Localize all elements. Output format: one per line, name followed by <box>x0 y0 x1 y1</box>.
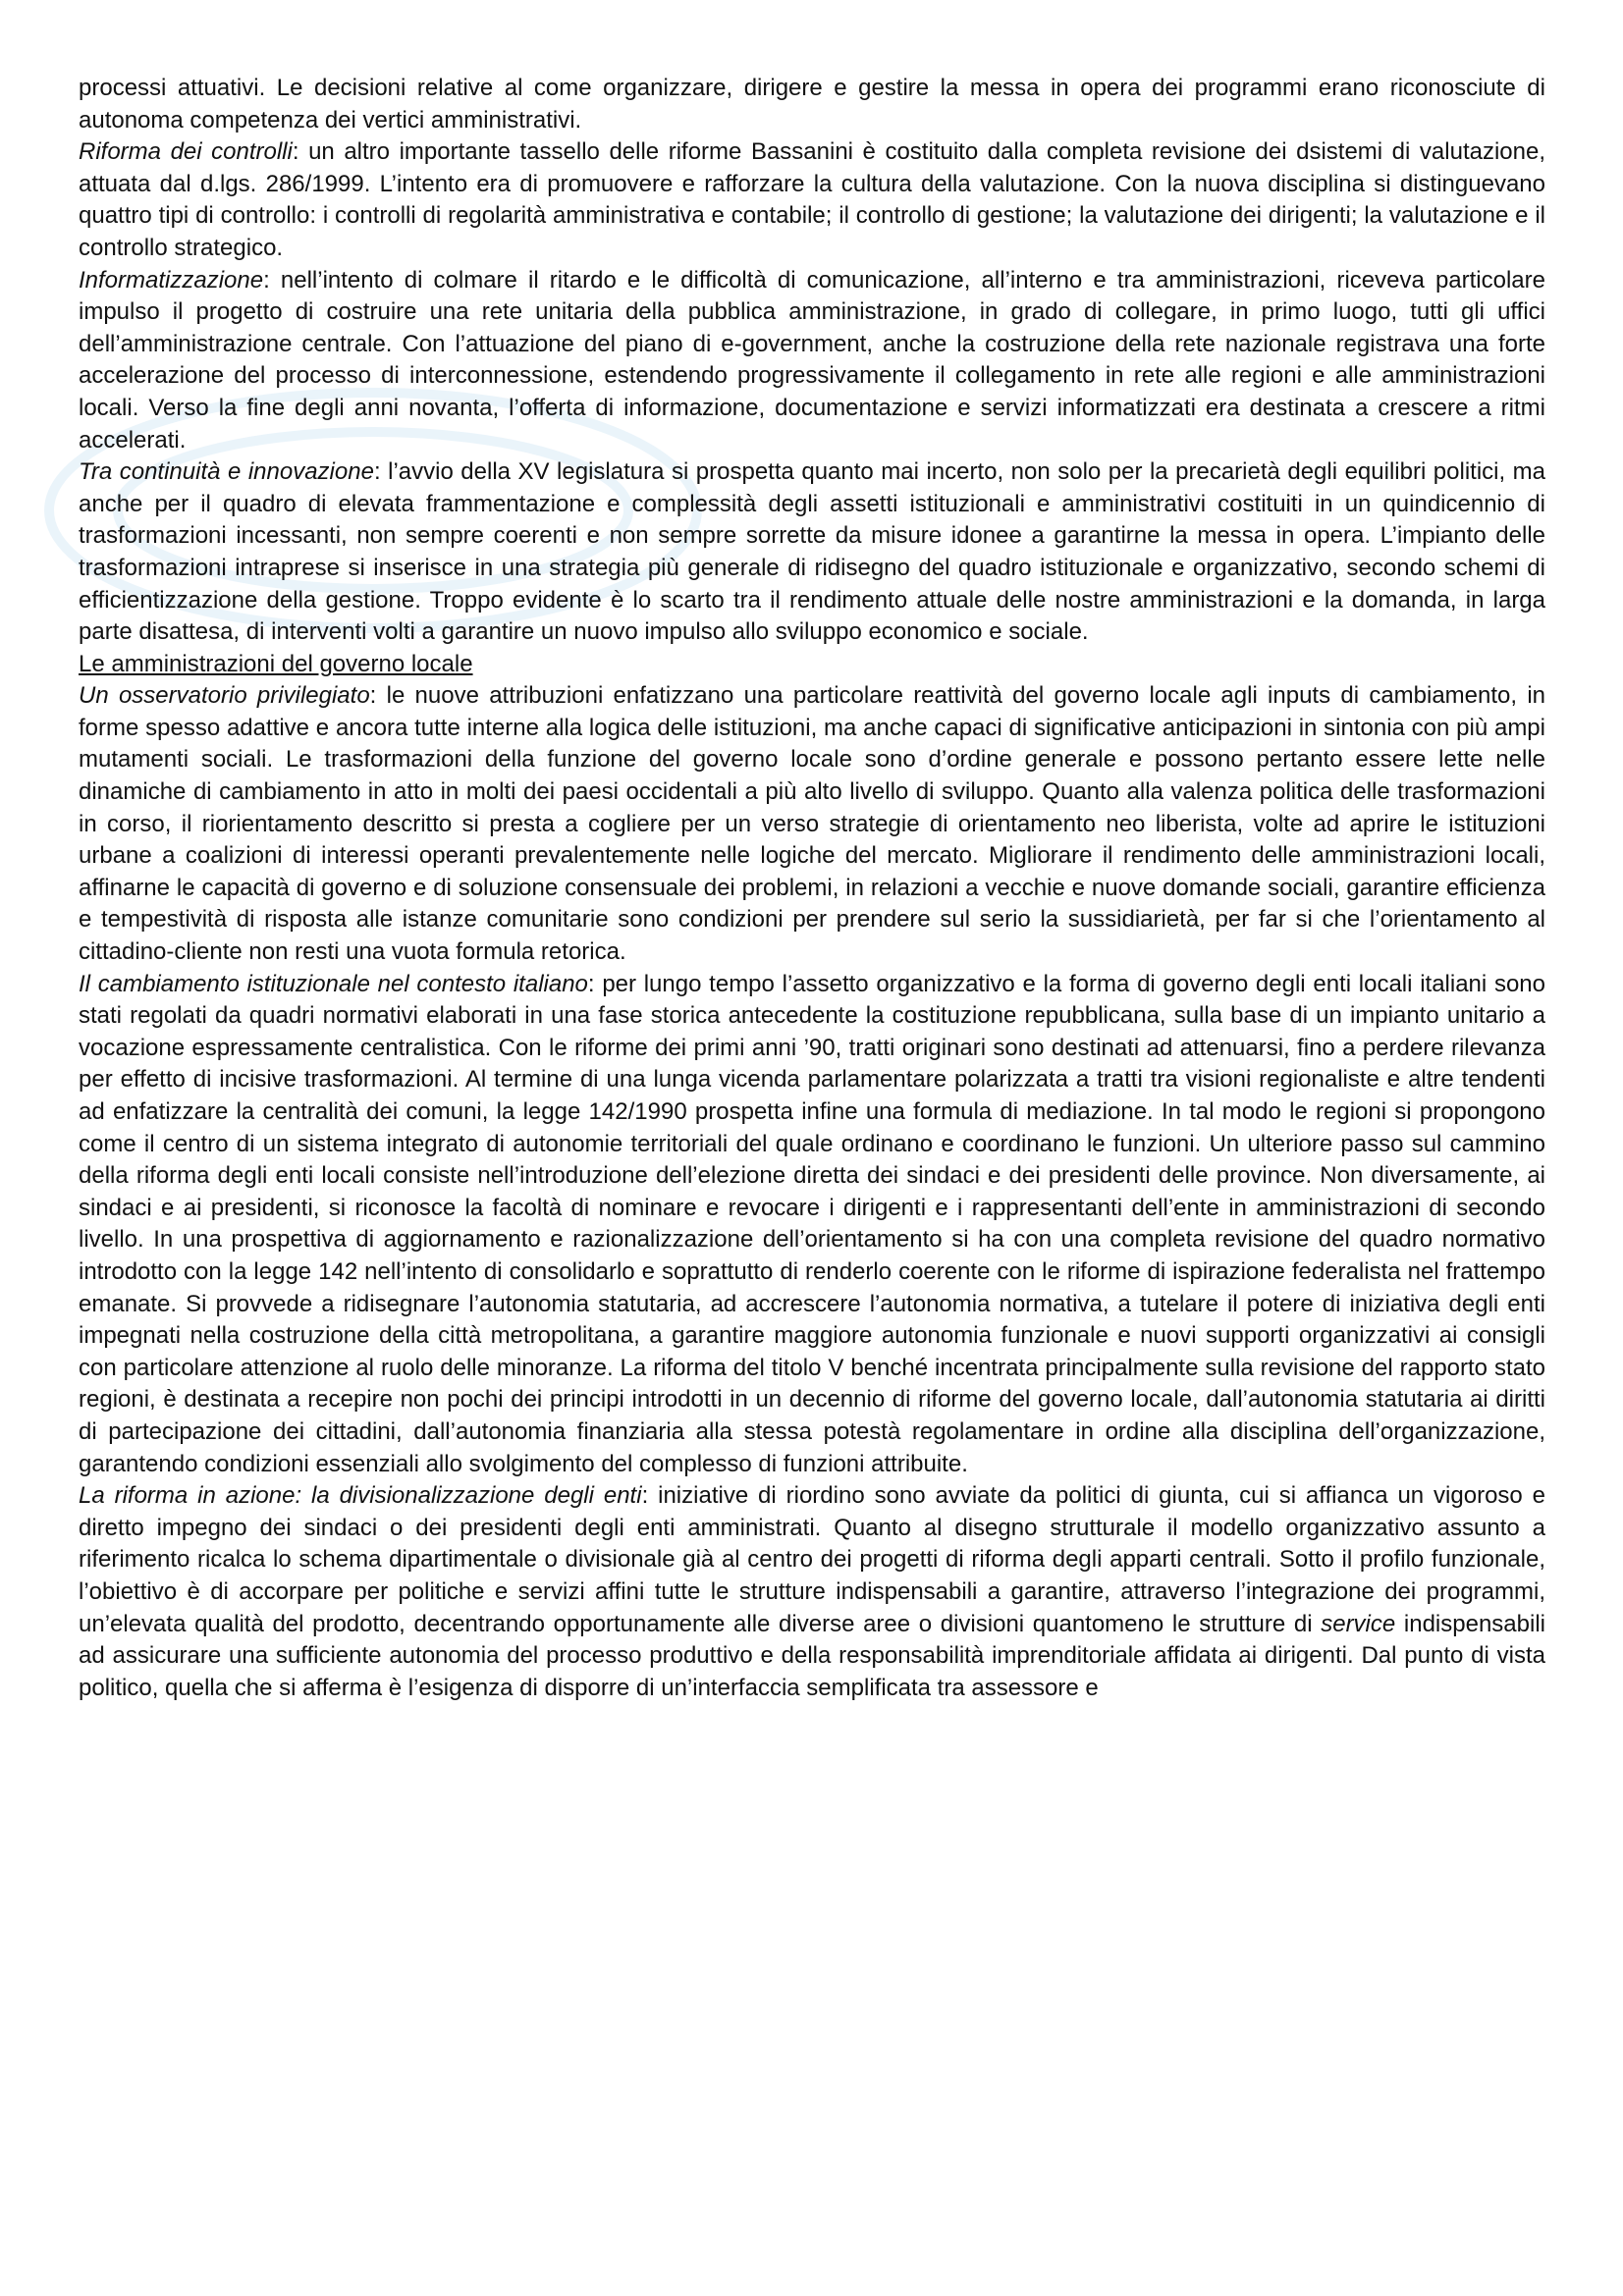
paragraph-text: : nell’intento di colmare il ritardo e le difficoltà di comunicazione, all’interno e tra amministrazioni, riceveva particolare impulso il progetto di costruire una rete unitaria della pubblica amministrazione, in grado di collegare, in primo luogo, tutti gli uffici dell’amministrazione centrale. Con l’attuazione del piano di e-government, anche la costruzione della rete nazionale registrava una forte accelerazione del processo di interconnessione, estendendo progressivamente il collegamento in rete alle regioni e alle amministrazioni locali. Verso la fine degli anni novanta, l’offerta di informazione, documentazione e servizi informatizzati era destinata a crescere a ritmi accelerati. <box>79 266 1545 454</box>
paragraph-processi-attuativi <box>79 73 1545 136</box>
paragraph-riforma-in-azione <box>79 1480 1545 1704</box>
paragraph-text: : un altro importante tassello delle riforme Bassanini è costituito dalla completa revisione dei dsistemi di valutazione, attuata dal d.lgs. 286/1999. L’intento era di promuovere e rafforzare la cultura della valutazione. Con la nuova disciplina si distinguevano quattro tipi di controllo: i controlli di regolarità amministrativa e contabile; il controllo di gestione; la valutazione dei dirigenti; la valutazione e il controllo strategico. <box>79 138 1546 261</box>
paragraph-riforma-controlli <box>79 136 1545 264</box>
paragraph-cambiamento-istituzionale <box>79 969 1545 1481</box>
italic-term: service <box>1321 1610 1396 1637</box>
paragraph-text: : per lungo tempo l’assetto organizzativo e la forma di governo degli enti locali italiani sono stati regolati da quadri normativi elaborati in una fase storica antecedente la costituzione repubblicana, sulla base di un impianto unitario a vocazione espressamente centralistica. Con le riforme dei primi anni ’90, tratti originari sono destinati ad attenuarsi, fino a perdere rilevanza per effetto di incisive trasformazioni. Al termine di una lunga vicenda parlamentare polarizzata a tratti tra visioni regionaliste e altre tendenti ad enfatizzare la centralità dei comuni, la legge 142/1990 prospetta infine una formula di mediazione. In tal modo le regioni si propongono come il centro di un sistema integrato di autonomie territoriali del quale ordinano e coordinano le funzioni. Un ulteriore passo sul cammino della riforma degli enti locali consiste nell’introduzione dell’elezione diretta dei sindaci e dei presidenti delle province. Non diversamente, ai sindaci e ai presidenti, si riconosce la facoltà di nominare e revocare i dirigenti e i rappresentanti dell’ente in amministrazioni di secondo livello. In una prospettiva di aggiornamento e razionalizzazione dell’orientamento si ha con una completa revisione del quadro normativo introdotto con la legge 142 nell’intento di consolidarlo e soprattutto di renderlo coerente con le riforme di ispirazione federalista nel frattempo emanate. Si provvede a ridisegnare l’autonomia statutaria, ad accrescere l’autonomia normativa, a tutelare il potere di iniziativa degli enti impegnati nella costruzione della città metropolitana, a garantire maggiore autonomia funzionale e nuovi supporti organizzativi ai consigli con particolare attenzione al ruolo delle minoranze. La riforma del titolo V benché incentrata principalmente sulla revisione del rapporto stato regioni, è destinata a recepire non pochi dei principi introdotti in un decennio di riforme del governo locale, dall’autonomia statutaria ai diritti di partecipazione dei cittadini, dall’autonomia finanziaria alla stessa potestà regolamentare in ordine alla disciplina dell’organizzazione, garantendo condizioni essenziali allo svolgimento del complesso di funzioni attribuite. <box>79 970 1546 1477</box>
paragraph-lead: Informatizzazione <box>79 266 264 294</box>
paragraph-lead: Riforma dei controlli <box>79 138 293 166</box>
paragraph-text: processi attuativi. Le decisioni relative al come organizzare, dirigere e gestire la messa in opera dei programmi erano riconosciute di autonoma competenza dei vertici amministrativi. <box>79 75 1545 133</box>
paragraph-osservatorio-privilegiato <box>79 680 1545 968</box>
paragraph-informatizzazione <box>79 265 1545 457</box>
paragraph-continuita-innovazione <box>79 456 1545 649</box>
paragraph-text: : l’avvio della XV legislatura si prospetta quanto mai incerto, non solo per la precarietà degli equilibri politici, ma anche per il quadro di elevata frammentazione e complessità degli assetti istituzionali e amministrativi costituiti in un quindicennio di trasformazioni incessanti, non sempre coerenti e non sempre sorrette da misure idonee a garantirne la messa in opera. L’impianto delle trasformazioni intraprese si inserisce in una strategia più generale di ridisegno del quadro istituzionale e organizzativo, secondo schemi di efficientizzazione della gestione. Troppo evidente è lo scarto tra il rendimento attuale delle nostre amministrazioni e la domanda, in larga parte disattesa, di interventi volti a garantire un nuovo impulso allo sviluppo economico e sociale. <box>79 458 1546 646</box>
paragraph-lead: Il cambiamento istituzionale nel contesto italiano <box>79 970 588 997</box>
paragraph-text: indispensabili ad assicurare una sufficiente autonomia del processo produttivo e della responsabilità imprenditoriale affidata ai dirigenti. Dal punto di vista politico, quella che si afferma è l’esigenza di disporre di un’interfaccia semplificata tra assessore e <box>79 1610 1545 1701</box>
paragraph-lead: Un osservatorio privilegiato <box>79 682 370 710</box>
paragraph-lead: La riforma in azione: la divisionalizzazione degli enti <box>79 1482 642 1510</box>
paragraph-text: : le nuove attribuzioni enfatizzano una particolare reattività del governo locale agli inputs di cambiamento, in forme spesso adattive e ancora tutte interne alla logica delle istituzioni, ma anche capaci di significative anticipazioni in sintonia con più ampi mutamenti sociali. Le trasformazioni della funzione del governo locale sono d’ordine generale e possono pertanto essere lette nelle dinamiche di cambiamento in atto in molti dei paesi occidentali a più alto livello di sviluppo. Quanto alla valenza politica delle trasformazioni in corso, il riorientamento descritto si presta a cogliere per un verso strategie di orientamento neo liberista, volte ad aprire le istituzioni urbane a coalizioni di interessi operanti prevalentemente nelle logiche del mercato. Migliorare il rendimento delle amministrazioni locali, affinarne le capacità di governo e di soluzione consensuale dei problemi, in relazioni a vecchie e nuove domande sociali, garantire efficienza e tempestività di risposta alle istanze comunitarie sono condizioni per prendere sul serio la sussidiarietà, per far si che l’orientamento al cittadino-cliente non resti una vuota formula retorica. <box>79 682 1546 966</box>
paragraph-text: : iniziative di riordino sono avviate da politici di giunta, cui si affianca un vigoroso e diretto impegno dei sindaci o dei presidenti degli enti amministrati. Quanto al disegno strutturale il modello organizzativo assunto a riferimento ricalca lo schema dipartimentale o divisionale già al centro dei progetti di riforma degli apparti centrali. Sotto il profilo funzionale, l’obiettivo è di accorpare per politiche e servizi affini tutte le strutture indispensabili a garantire, attraverso l’integrazione dei programmi, un’elevata qualità del prodotto, decentrando opportunamente alle diverse aree o divisioni quantomeno le strutture di <box>79 1482 1546 1637</box>
document-page <box>79 73 1545 1704</box>
section-heading: Le amministrazioni del governo locale <box>79 650 473 677</box>
paragraph-lead: Tra continuità e innovazione <box>79 458 374 486</box>
